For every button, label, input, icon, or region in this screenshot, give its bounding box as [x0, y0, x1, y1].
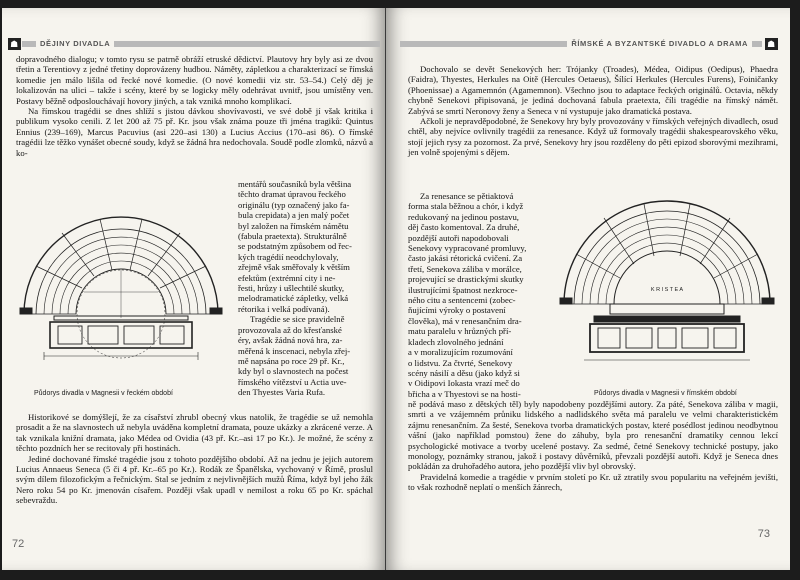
- text-line: forma stala běžnou a chór, i když: [408, 201, 524, 212]
- text-line: originálu (typ označený jako fa-: [238, 199, 350, 210]
- text-line: často jakási rétorická cvičení. Za: [408, 253, 523, 264]
- left-figure-caption: Půdorys divadla v Magnesii v řeckém období: [34, 390, 173, 397]
- left-top-text: [16, 54, 373, 158]
- text-line: redukovaný na jedinou postavu,: [408, 211, 519, 222]
- paragraph: Dochovalo se devět Senekových her: Trójanky (Troades), Médea, Oidipus (Oedipus), Phaedra (Faidra), Thyestes, Herkules na Oitě (Hercules Oetaeus), Šílící Herkules (Hercules Furens), Foiničanky (Phoenissae) a Agamemnón (Agamemnon). Všechno jsou to adaptace řeckých originálů. Octavia, někdy chybně Senekovi připisovaná, je jediná dochovaná fabula praetexta, číli tragédie na římský námět. Zabývá se smrtí Neronovy ženy a Seneca v ní vystupuje jako dramatická postava.: [408, 64, 778, 116]
- paragraph: Historikové se domýšlejí, že za císařství zhrubl obecný vkus natolik, že tragédie se už nemohla prosadit a že na slavnostech už nebyla uváděna kompletní dramata, pouze ukázky a zkrácené verze. A tak vznikala knižní dramata, jako Médea od Ovidia (43 př. Kr.–asi 17 po Kr.). Je možné, že scény z těchto pozdních her se recitovaly při hostinách.: [16, 412, 373, 454]
- paragraph: ně podává maso z dětských těl) byly napodobeny pozdějšími autory. Za páté, Senekova záliba v magii, smrti a ve vzájemném průniku lidského a nadlidského světa má paralelu ve velmi charakteristickém zájmu renesančním. Za šesté, Senekova tvorba dramatických postav, které posédlost jedinou neodbytnou vášní (jako například pomstou) žene do záhuby, byla pro renesanční dramatiky cennou lekcí psychologické motivace a tvorby ucelené postavy. Za sedmé, četné Senekovy technické postupy, jako monology, poznámky stranou, jakož i postavy důvěrníků, převzali pozdější autoři. Když je Seneca dnes pokládán za druhořadého autora, jeho pozdější vliv byl obrovský.: [408, 399, 778, 472]
- text-line: ného citu a sentencemi (zobec-: [408, 295, 516, 306]
- text-line: Senekovy vypracované promluvy,: [408, 243, 527, 254]
- left-bottom-text: [16, 412, 373, 506]
- text-line: rétorika i velká podívaná).: [238, 303, 330, 314]
- text-line: kladech zlovolného jednání: [408, 336, 504, 347]
- text-line: ňujícími výroky o postavení: [408, 305, 506, 316]
- text-line: melodramatické zápletky, velká: [238, 293, 349, 304]
- text-line: den Thyestes Varia Rufa.: [238, 387, 326, 398]
- text-line: řesti, hrůzy i ušlechtilé skutky,: [238, 283, 345, 294]
- text-line: římského vítězství u Actia uve-: [238, 376, 347, 387]
- paragraph: Pravidelná komedie a tragédie v prvním století po Kr. už ztratily svou popularitu na veřejném jevišti, to však rozhodně neplatí o menších žánrech,: [408, 471, 778, 493]
- text-line: kých tragédií neodchylovaly,: [238, 251, 339, 262]
- text-line: kdy byl o slavnostech na počest: [238, 366, 349, 377]
- text-line: scény násilí a děsu (jako když si: [408, 367, 520, 378]
- text-line: člověka), má v renesančním dra-: [408, 315, 522, 326]
- text-line: mě napsána po roce 29 př. Kr.,: [238, 355, 345, 366]
- text-line: mentářů současníků byla většina: [238, 179, 352, 189]
- text-line: éry, avšak žádná nová hra, za-: [238, 335, 343, 346]
- text-line: a v moralizujícím rozumování: [408, 347, 513, 358]
- text-line: efektům (extrémní city i ne-: [238, 272, 336, 283]
- left-page-number: 72: [12, 538, 25, 550]
- text-line: měřená k inscenaci, nebyla zřej-: [238, 345, 351, 356]
- paragraph: Na římskou tragédii se dnes shlíží s jistou dávkou shovívavosti, ve své době jí však kritika i publikum vysoko cenili. Z let 200 až 75 př. Kr. jsou však známa pouze tři jména tragiků: Quintus Ennius (239–169), Marcus Pacuvius (asi 220–asi 130) a Lucius Accius (170–asi 86). O římské tragédii lze těžko vynášet obecné soudy, když se žádná hra nedochovala. Soudě podle zlomků, názvů a ko-: [16, 106, 373, 158]
- mask-logo-icon: ☗: [765, 38, 778, 50]
- right-page-number: 73: [757, 528, 770, 540]
- paragraph: dopravodného dialogu; v tomto rysu se patrně obráží etruské dědictví. Plautovy hry byly asi ze dvou třetin a Terentiovy z jedné třetiny doprovázeny hudbou. Náměty, zápletkou a charakterizací se římská komedie jen málo lišila od řecké nové komedie. (O nové komedii viz str. 53–54.) Celý děj je lokalizován na ulici – takže i scény, které by se logicky měly odehrávat uvnitř, jsou umístěny ven. Postavy běžně odposlouchávají hovory jiných, a tak vzniká mnoho komplikací.: [16, 54, 373, 106]
- text-line: Tragédie se sice pravidelně: [250, 314, 345, 325]
- text-line: o lidstvu. Za čtvrté, Senekovy: [408, 357, 513, 368]
- text-line: bula crepidata) a jen malý počet: [238, 210, 350, 221]
- text-line: v Oidipovi Iokasta vrazí meč do: [408, 378, 520, 389]
- left-header-title: DĚJINY DIVADLA: [36, 38, 114, 50]
- right-bottom-text: [408, 399, 778, 493]
- text-line: provozovala až do křesťanské: [238, 324, 342, 335]
- text-line: projevující se drastickými skutky: [408, 274, 524, 285]
- text-line: se podstatným způsobem od řec-: [238, 241, 352, 252]
- left-running-header: [8, 38, 380, 50]
- left-column-text: [238, 179, 374, 398]
- text-line: matu paralelu v hrůzných pří-: [408, 326, 512, 337]
- text-line: byl založen na římském námětu: [238, 220, 349, 231]
- right-figure-caption: Půdorys divadla v Magnesii v římském období: [594, 390, 737, 397]
- text-line: zřejmě však směřovaly k větším: [238, 262, 350, 273]
- text-line: Za renesance se pětiaktová: [420, 191, 514, 201]
- right-top-text: [408, 64, 778, 158]
- text-line: (fabula praetexta). Strukturálně: [238, 231, 347, 242]
- text-line: pozdější autoři napodobovali: [408, 232, 509, 243]
- text-line: břicha a v Thyestovi se na hosti-: [408, 388, 521, 399]
- right-page: [386, 8, 790, 570]
- theater-plan-greek-figure: [14, 188, 228, 384]
- text-line: těchto dramat úpravou řeckého: [238, 189, 346, 200]
- orchestra-label: K R I S T E A: [650, 287, 684, 293]
- text-line: děj často komentoval. Za druhé,: [408, 222, 520, 233]
- mask-logo-icon: ☗: [8, 38, 21, 50]
- right-header-title: ŘÍMSKÉ A BYZANTSKÉ DIVADLO A DRAMA: [567, 38, 752, 50]
- text-line: ilustrujícími špatnost nezkroce-: [408, 284, 518, 295]
- text-line: třetí, Senekova záliba v morálce,: [408, 263, 522, 274]
- paragraph: Ačkoli je nepravděpodobné, že Senekovy hry byly provozovány v římských veřejných divadlech, osud chtěl, aby nejvíce ovlivnily tragédii za renesance. Když už formovaly tragédii shakespearovského věku, stojí jejich rysy za pozornost. Za prvé, Senekovy hry jsou rozděleny do pěti epizod sborovými mezihrami, jen volně spojenými s dějem.: [408, 116, 778, 158]
- right-column-text: [408, 191, 554, 399]
- theater-plan-roman-figure: [556, 184, 778, 386]
- left-page: [2, 8, 385, 570]
- right-running-header: [400, 38, 778, 50]
- paragraph: Jediné dochované římské tragédie jsou z tohoto pozdějšího období. Až na jednu je jejich autorem Lucius Annaeus Seneca (5 či 4 př. Kr.–65 po Kr.). Rodák ze Španělska, vychovaný v Římě, proslul svým dílem filozofickým a řečnickým. Stal se jedním z nejvlivnějších mužů Říma, když byl jeho žák Nero roku 54 po Kr. jmenován císařem. Později však upadl v nemilost a roku 65 po Kr. spáchal sebevraždu.: [16, 453, 373, 506]
